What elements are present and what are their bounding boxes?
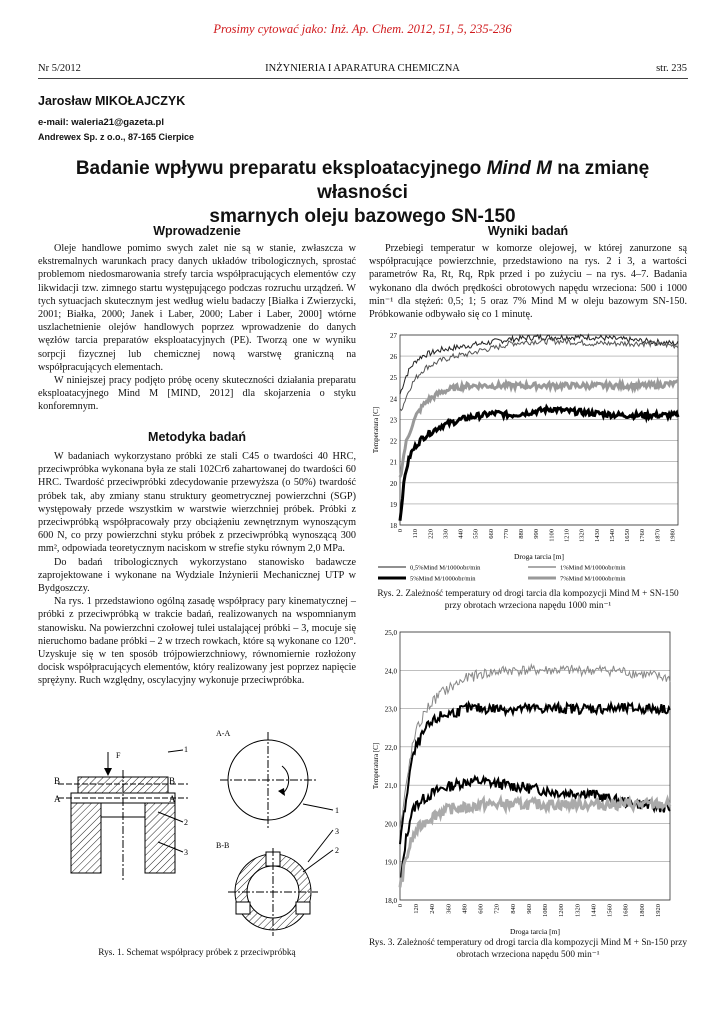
x-tick-label: 330	[442, 529, 450, 539]
x-tick-label: 1540	[608, 529, 616, 542]
x-tick-label: 1080	[542, 904, 550, 917]
section-b-left: B	[54, 776, 61, 786]
page-number: str. 235	[656, 63, 687, 74]
intro-text	[38, 242, 356, 414]
figure-2-chart	[370, 327, 688, 582]
title-part-1: Badanie wpływu preparatu eksploatacyjnego	[75, 158, 487, 179]
top-view-aa	[220, 732, 333, 828]
results-paragraph-1: Przebiegi temperatur w komorze olejowej, w której zanurzone są współpracujące powierzchnie, przedstawiono na rys. 2 i 3, a wartości parametrów Ra, Rt, Rq, Rpk przed i po zużyciu – na rys. 4–7. Badania wykonano dla dwóch prędkości obrotowych napędu wrzeciona: 500 i 1000 min⁻¹ dla stężeń: 0,5; 1; 5 oraz 7% Mind M w oleju bazowym SN-150. Próbkowanie odbywało się co 1 minutę.	[369, 243, 687, 321]
author-email: e-mail: waleria21@gazeta.pl	[38, 117, 164, 128]
x-tick-label: 120	[413, 904, 421, 914]
y-tick-label: 22	[390, 437, 397, 446]
x-tick-label: 550	[472, 529, 480, 539]
method-heading: Metodyka badań	[148, 430, 246, 444]
view-bb-part-3: 3	[335, 827, 339, 836]
x-tick-label: 220	[427, 529, 435, 539]
title-product: Mind M	[486, 158, 552, 179]
view-bb-part-2: 2	[335, 846, 339, 855]
method-paragraph-1: W badaniach wykorzystano próbki ze stali C45 o twardości 40 HRC, przeciwpróbka wykonana była ze stali 102Cr6 zahartowanej do twardości 60 HRC. Twardość przeciwpróbki zdecydowanie przewyższa (o 50%) twardość próbek tak, aby zmiany stanu struktury geometrycznej powierzchni (SGP) występowały przede wszystkim w warstwie wierzchniej próbek. Próbki z przeciwpróbką współpracowały przy obciążeniu zewnętrznym wynoszącym 600 N, co przy powierzchni styku próbek z przeciwpróbką wynoszącą 300 mm², odpowiada teoretycznym naciskom w strefie styku równym 2,0 MPa.	[38, 451, 356, 555]
y-tick-label: 23	[390, 416, 397, 425]
x-tick-label: 1650	[624, 529, 632, 542]
y-tick-label: 25,0	[384, 629, 397, 637]
x-tick-label: 480	[461, 904, 469, 914]
x-axis-label: Droga tarcia [m]	[514, 552, 564, 561]
x-tick-label: 1440	[590, 904, 598, 917]
x-tick-label: 1100	[548, 529, 556, 542]
series-line	[400, 777, 670, 886]
title-part-2: na zmianę własności	[317, 158, 650, 203]
x-tick-label: 1680	[622, 904, 630, 917]
x-tick-label: 440	[457, 529, 465, 539]
x-tick-label: 720	[493, 904, 501, 914]
x-tick-label: 1430	[593, 529, 601, 542]
citation-note: Prosimy cytować jako: Inż. Ap. Chem. 2012, 51, 5, 235-236	[213, 22, 512, 36]
y-tick-label: 25	[390, 374, 397, 383]
figure-3-chart	[370, 624, 688, 936]
view-bb-label: B-B	[216, 841, 230, 850]
y-tick-label: 21,0	[384, 782, 397, 791]
y-axis-label: Temperatura [C]	[372, 742, 380, 790]
y-tick-label: 26	[390, 353, 397, 362]
x-tick-label: 660	[487, 529, 495, 539]
x-tick-label: 770	[502, 529, 510, 539]
y-tick-label: 20,0	[384, 820, 397, 829]
legend-label: 0,5%Mind M/1000obr/min	[410, 564, 481, 572]
x-tick-label: 990	[533, 529, 541, 539]
method-paragraph-2: Do badań tribologicznych wykorzystano stanowisko badawcze zaprojektowane i wykonane na Wydziale Inżynierii Mechanicznej UTP w Bydgoszczy.	[38, 556, 356, 595]
series-line	[400, 799, 670, 887]
legend-label: 7%Mind M/1000obr/min	[560, 575, 626, 582]
y-tick-label: 22,0	[384, 743, 397, 752]
part-3-label: 3	[184, 848, 188, 857]
results-heading: Wyniki badań	[487, 224, 569, 238]
plot-area	[372, 629, 670, 936]
x-tick-label: 1320	[574, 904, 582, 917]
header-rule	[38, 78, 688, 79]
y-tick-label: 24	[390, 395, 397, 404]
y-tick-label: 21	[390, 458, 397, 467]
y-axis-label: Temperatura [C]	[372, 406, 380, 454]
y-tick-label: 23,0	[384, 705, 397, 714]
x-tick-label: 1980	[669, 529, 677, 542]
x-tick-label: 880	[518, 529, 526, 539]
author-name: Jarosław MIKOŁAJCZYK	[38, 94, 186, 108]
method-paragraph-3: Na rys. 1 przedstawiono ogólną zasadę współpracy pary kinematycznej – próbki z przeciwpróbką w trakcie badań, realizowanych na wspomnianym stanowisku. Na powierzchni czołowej tulei ustalającej próbki – 3, mocuje się nieruchomo badane próbki – 2 w trzech rowkach, które są wykonane co 120°. Uzyskuje się w ten sposób trójpowierzchniowy, równomiernie rozłożony docisk współpracujących elementów, który realizowany jest poprzez napięcie sprężyny. Ruch względny, oscylacyjny wykonuje przeciwpróbka.	[38, 596, 356, 687]
x-tick-label: 1200	[558, 904, 566, 917]
view-aa-label: A-A	[216, 729, 231, 738]
results-text	[369, 242, 687, 321]
section-b-right: B	[169, 776, 176, 786]
plot-area	[372, 332, 678, 561]
journal-name: INŻYNIERIA I APARATURA CHEMICZNA	[265, 63, 460, 74]
section-a-left: A	[54, 794, 61, 804]
x-tick-label: 1800	[638, 904, 646, 917]
y-tick-label: 18	[390, 522, 397, 530]
figure-1-caption: Rys. 1. Schemat współpracy próbek z przeciwpróbką	[98, 948, 296, 958]
x-tick-label: 240	[429, 904, 437, 914]
x-tick-label: 1870	[654, 529, 662, 542]
y-tick-label: 19	[390, 500, 397, 509]
force-label: F	[116, 751, 121, 760]
series-line	[400, 338, 678, 410]
figure-1-schematic	[38, 722, 356, 944]
y-tick-label: 18,0	[384, 897, 397, 905]
x-tick-label: 1560	[606, 904, 614, 917]
x-tick-label: 0	[397, 904, 404, 908]
paper-title	[60, 157, 665, 229]
plot-frame	[400, 335, 678, 525]
intro-heading: Wprowadzenie	[153, 224, 241, 238]
x-tick-label: 110	[412, 529, 420, 539]
x-tick-label: 600	[477, 904, 485, 914]
x-tick-label: 1760	[639, 529, 647, 542]
view-aa-part-1: 1	[335, 806, 339, 815]
part-1-label: 1	[184, 745, 188, 754]
x-tick-label: 1210	[563, 529, 571, 542]
issue-number: Nr 5/2012	[38, 63, 81, 74]
cross-section-view	[58, 750, 188, 882]
x-tick-label: 360	[445, 904, 453, 914]
top-view-bb	[228, 830, 333, 936]
y-tick-label: 19,0	[384, 858, 397, 867]
series-line	[400, 703, 670, 844]
legend	[378, 565, 626, 583]
x-tick-label: 1320	[578, 529, 586, 542]
method-text	[38, 450, 356, 688]
legend-label: 1%Mind M/1000obr/min	[560, 564, 626, 572]
section-a-right: A	[169, 794, 176, 804]
x-tick-label: 1920	[654, 904, 662, 917]
intro-paragraph-1: Oleje handlowe pomimo swych zalet nie są w stanie, zwłaszcza w ekstremalnych warunkach pracy danych układów tribologicznych, sprostać problemom niedosmarowania strefy tarcia współpracujących elementów czy likwidacji tzw. zimnego startu występującego podczas rozruchu urządzeń. W tych sytuacjach skutecznym jest według wielu badaczy [Białka i Zwierzycki, 2001; Białka, 2000; Janek i Laber, 2000; Laber i Laber, 2000] wtórne uszlachetnienie olejów handlowych poprzez wprowadzenie do danych węzłów tarcia preparatów eksploatacyjnych (PE). Tworzą one w wyniku sorpcji fizycznej lub chemicznej nową warstwę graniczną na współpracujących elementach.	[38, 243, 356, 373]
title-line-2: smarnych oleju bazowego SN-150	[209, 206, 516, 227]
part-2-label: 2	[184, 818, 188, 827]
intro-paragraph-2: W niniejszej pracy podjęto próbę oceny skuteczności działania preparatu eksploatacyjnego Mind M [MIND, 2012] dla skojarzenia o styku konforemnym.	[38, 375, 356, 413]
y-tick-label: 20	[390, 479, 397, 488]
x-tick-label: 840	[509, 904, 517, 914]
x-axis-label: Droga tarcia [m]	[510, 927, 560, 936]
y-tick-label: 27	[390, 332, 397, 340]
y-tick-label: 24,0	[384, 667, 397, 676]
x-tick-label: 0	[397, 529, 404, 533]
legend-label: 5%Mind M/1000obr/min	[410, 575, 476, 582]
x-tick-label: 960	[525, 904, 533, 914]
figure-3-caption: Rys. 3. Zależność temperatury od drogi tarcia dla kompozycji Mind M + Sn-150 przy obrotach wrzeciona napędu 500 min⁻¹	[368, 938, 688, 960]
author-company: Andrewex Sp. z o.o., 87-165 Cierpice	[38, 132, 195, 142]
figure-2-caption: Rys. 2. Zależność temperatury od drogi tarcia dla kompozycji Mind M + SN-150 przy obrotach wrzeciona napędu 1000 min⁻¹	[377, 589, 679, 611]
